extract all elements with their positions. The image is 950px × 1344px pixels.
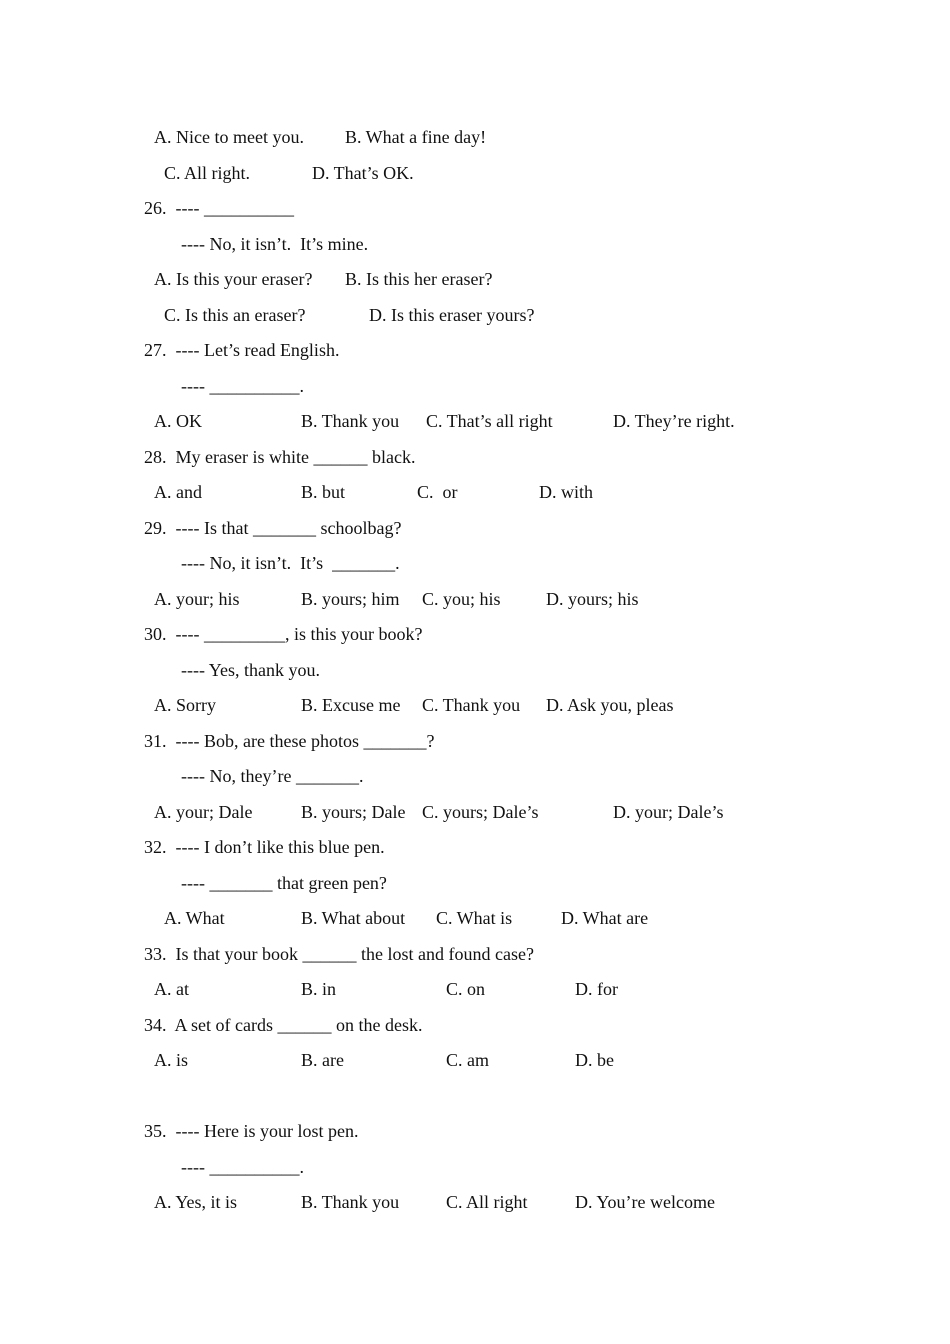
option-a: A. What [164, 908, 225, 928]
option-b: B. in [301, 979, 337, 999]
option-a: A. is [154, 1050, 189, 1070]
option-b: B. What about [301, 908, 406, 928]
option-c: C. All right [446, 1192, 528, 1212]
option-b: B. but [301, 482, 346, 502]
option-d: D. That’s OK. [312, 163, 414, 183]
option-a: A. and [154, 482, 202, 502]
question-stem: 32. ---- I don’t like this blue pen. [144, 837, 385, 857]
option-c: C. What is [436, 908, 513, 928]
option-d: D. yours; his [546, 589, 639, 609]
question-reply: ---- _______ that green pen? [181, 873, 387, 893]
question-reply: ---- Yes, thank you. [181, 660, 320, 680]
option-a: A. Nice to meet you. [154, 127, 304, 147]
option-d: D. for [575, 979, 618, 999]
option-d: D. They’re right. [613, 411, 735, 431]
question-reply: ---- __________. [181, 1157, 304, 1177]
question-reply: ---- No, it isn’t. It’s mine. [181, 234, 369, 254]
option-b: B. Thank you [301, 1192, 400, 1212]
question-stem: 30. ---- _________, is this your book? [144, 624, 423, 644]
option-c: C. or [417, 482, 458, 502]
option-b: B. are [301, 1050, 344, 1070]
option-b: B. What a fine day! [345, 127, 487, 147]
option-c: C. That’s all right [426, 411, 553, 431]
option-a: A. at [154, 979, 189, 999]
option-d: D. Is this eraser yours? [369, 305, 535, 325]
option-c: C. yours; Dale’s [422, 802, 539, 822]
option-a: A. OK [154, 411, 202, 431]
option-c: C. Thank you [422, 695, 521, 715]
question-reply: ---- No, it isn’t. It’s _______. [181, 553, 400, 573]
question-stem: 34. A set of cards ______ on the desk. [144, 1015, 423, 1035]
question-reply: ---- __________. [181, 376, 304, 396]
option-d: D. What are [561, 908, 649, 928]
option-c: C. you; his [422, 589, 501, 609]
option-c: C. am [446, 1050, 489, 1070]
option-a: A. Yes, it is [154, 1192, 238, 1212]
option-b: B. yours; Dale [301, 802, 406, 822]
option-d: D. Ask you, pleas [546, 695, 674, 715]
question-stem: 29. ---- Is that _______ schoolbag? [144, 518, 402, 538]
question-stem: 33. Is that your book ______ the lost and found case? [144, 944, 534, 964]
option-c: C. Is this an eraser? [164, 305, 306, 325]
question-stem: 27. ---- Let’s read English. [144, 340, 340, 360]
option-a: A. your; his [154, 589, 240, 609]
option-b: B. yours; him [301, 589, 400, 609]
question-reply: ---- No, they’re _______. [181, 766, 364, 786]
option-b: B. Is this her eraser? [345, 269, 493, 289]
option-b: B. Excuse me [301, 695, 401, 715]
option-a: A. Is this your eraser? [154, 269, 313, 289]
question-stem: 31. ---- Bob, are these photos _______? [144, 731, 435, 751]
question-stem: 26. ---- __________ [144, 198, 294, 218]
option-d: D. be [575, 1050, 614, 1070]
option-d: D. You’re welcome [575, 1192, 715, 1212]
option-c: C. All right. [164, 163, 251, 183]
question-stem: 28. My eraser is white ______ black. [144, 447, 416, 467]
option-d: D. your; Dale’s [613, 802, 724, 822]
option-d: D. with [539, 482, 593, 502]
option-b: B. Thank you [301, 411, 400, 431]
option-a: A. Sorry [154, 695, 216, 715]
option-c: C. on [446, 979, 486, 999]
option-a: A. your; Dale [154, 802, 253, 822]
question-stem: 35. ---- Here is your lost pen. [144, 1121, 359, 1141]
